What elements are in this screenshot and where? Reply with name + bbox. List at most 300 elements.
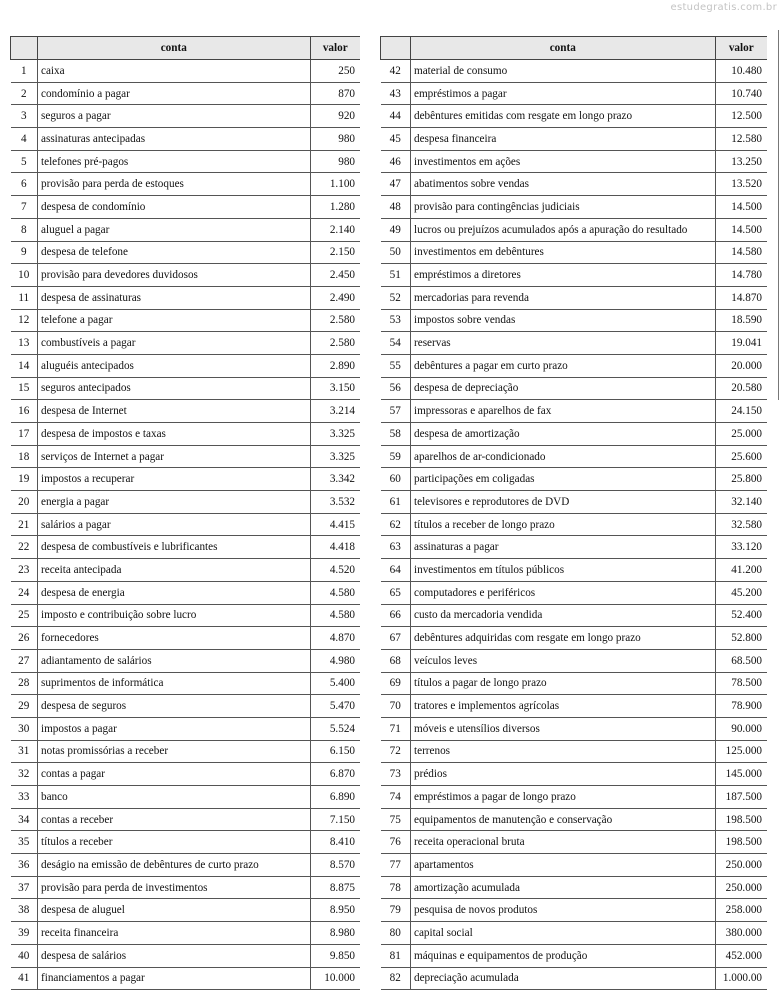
row-number: 13 <box>11 332 38 355</box>
row-account: seguros a pagar <box>38 105 311 128</box>
table-row <box>381 423 768 446</box>
row-account: apartamentos <box>411 854 716 877</box>
row-account: despesa de combustíveis e lubrificantes <box>38 536 311 559</box>
row-value: 125.000 <box>715 740 767 763</box>
row-number: 20 <box>11 491 38 514</box>
table-row <box>381 967 768 990</box>
row-account: impostos a pagar <box>38 717 311 740</box>
row-value: 78.500 <box>715 672 767 695</box>
row-value: 920 <box>310 105 360 128</box>
row-account: provisão para perda de investimentos <box>38 876 311 899</box>
row-account: seguros antecipados <box>38 377 311 400</box>
row-account: despesa de aluguel <box>38 899 311 922</box>
table-row <box>11 105 361 128</box>
row-account: mercadorias para revenda <box>411 286 716 309</box>
row-account: telefone a pagar <box>38 309 311 332</box>
row-value: 1.100 <box>310 173 360 196</box>
row-number: 6 <box>11 173 38 196</box>
row-number: 12 <box>11 309 38 332</box>
row-number: 27 <box>11 649 38 672</box>
row-number: 53 <box>381 309 411 332</box>
row-value: 25.800 <box>715 468 767 491</box>
row-number: 16 <box>11 400 38 423</box>
table-row <box>11 400 361 423</box>
row-number: 48 <box>381 196 411 219</box>
row-account: aparelhos de ar-condicionado <box>411 445 716 468</box>
row-number: 70 <box>381 695 411 718</box>
table-row <box>381 309 768 332</box>
row-account: assinaturas antecipadas <box>38 128 311 151</box>
table-row <box>381 218 768 241</box>
row-number: 11 <box>11 286 38 309</box>
row-value: 870 <box>310 82 360 105</box>
row-account: suprimentos de informática <box>38 672 311 695</box>
row-account: deságio na emissão de debêntures de curto prazo <box>38 854 311 877</box>
row-value: 198.500 <box>715 808 767 831</box>
row-value: 8.875 <box>310 876 360 899</box>
row-value: 52.400 <box>715 604 767 627</box>
row-value: 20.000 <box>715 354 767 377</box>
table-row <box>11 173 361 196</box>
header-conta: conta <box>411 37 716 60</box>
row-value: 4.415 <box>310 513 360 536</box>
table-row <box>11 513 361 536</box>
row-account: imposto e contribuição sobre lucro <box>38 604 311 627</box>
row-account: capital social <box>411 922 716 945</box>
table-row <box>381 400 768 423</box>
table-row <box>11 60 361 83</box>
table-row <box>381 627 768 650</box>
row-value: 24.150 <box>715 400 767 423</box>
row-value: 187.500 <box>715 786 767 809</box>
row-account: depreciação acumulada <box>411 967 716 990</box>
row-account: material de consumo <box>411 60 716 83</box>
row-value: 13.520 <box>715 173 767 196</box>
table-row <box>11 309 361 332</box>
table-row <box>381 468 768 491</box>
row-number: 65 <box>381 581 411 604</box>
row-number: 26 <box>11 627 38 650</box>
table-row <box>11 354 361 377</box>
row-account: computadores e periféricos <box>411 581 716 604</box>
row-account: notas promissórias a receber <box>38 740 311 763</box>
row-number: 29 <box>11 695 38 718</box>
table-header-row <box>11 37 361 60</box>
table-row <box>11 559 361 582</box>
row-number: 4 <box>11 128 38 151</box>
table-row <box>11 241 361 264</box>
table-row <box>381 854 768 877</box>
row-number: 40 <box>11 944 38 967</box>
row-account: provisão para devedores duvidosos <box>38 264 311 287</box>
table-row <box>381 944 768 967</box>
row-account: prédios <box>411 763 716 786</box>
row-value: 3.342 <box>310 468 360 491</box>
table-row <box>11 423 361 446</box>
row-value: 250.000 <box>715 876 767 899</box>
header-number <box>381 37 411 60</box>
row-number: 14 <box>11 354 38 377</box>
row-value: 4.418 <box>310 536 360 559</box>
row-account: despesa de salários <box>38 944 311 967</box>
table-row <box>381 717 768 740</box>
row-value: 41.200 <box>715 559 767 582</box>
table-row <box>381 491 768 514</box>
table-row <box>381 740 768 763</box>
row-number: 25 <box>11 604 38 627</box>
row-number: 36 <box>11 854 38 877</box>
header-valor: valor <box>310 37 360 60</box>
row-number: 61 <box>381 491 411 514</box>
row-value: 10.480 <box>715 60 767 83</box>
row-account: salários a pagar <box>38 513 311 536</box>
row-account: despesa de condomínio <box>38 196 311 219</box>
row-value: 20.580 <box>715 377 767 400</box>
row-account: adiantamento de salários <box>38 649 311 672</box>
row-value: 90.000 <box>715 717 767 740</box>
row-account: empréstimos a diretores <box>411 264 716 287</box>
row-number: 58 <box>381 423 411 446</box>
table-row <box>11 332 361 355</box>
row-account: telefones pré-pagos <box>38 150 311 173</box>
table-row <box>381 559 768 582</box>
row-number: 46 <box>381 150 411 173</box>
table-row <box>11 491 361 514</box>
row-number: 68 <box>381 649 411 672</box>
row-value: 2.150 <box>310 241 360 264</box>
row-account: banco <box>38 786 311 809</box>
table-row <box>11 286 361 309</box>
row-account: debêntures adquiridas com resgate em longo prazo <box>411 627 716 650</box>
row-number: 33 <box>11 786 38 809</box>
row-value: 2.450 <box>310 264 360 287</box>
row-account: custo da mercadoria vendida <box>411 604 716 627</box>
row-number: 69 <box>381 672 411 695</box>
table-row <box>381 196 768 219</box>
row-value: 14.500 <box>715 218 767 241</box>
table-row <box>381 150 768 173</box>
row-number: 81 <box>381 944 411 967</box>
row-account: financiamentos a pagar <box>38 967 311 990</box>
row-account: caixa <box>38 60 311 83</box>
table-row <box>381 82 768 105</box>
row-value: 8.980 <box>310 922 360 945</box>
row-value: 380.000 <box>715 922 767 945</box>
row-number: 59 <box>381 445 411 468</box>
row-account: abatimentos sobre vendas <box>411 173 716 196</box>
table-row <box>11 831 361 854</box>
row-number: 1 <box>11 60 38 83</box>
table-row <box>381 604 768 627</box>
row-account: tratores e implementos agrícolas <box>411 695 716 718</box>
row-number: 77 <box>381 854 411 877</box>
table-row <box>381 899 768 922</box>
row-number: 35 <box>11 831 38 854</box>
row-account: receita financeira <box>38 922 311 945</box>
row-number: 45 <box>381 128 411 151</box>
row-number: 22 <box>11 536 38 559</box>
row-value: 980 <box>310 150 360 173</box>
row-number: 5 <box>11 150 38 173</box>
row-number: 76 <box>381 831 411 854</box>
table-row <box>11 627 361 650</box>
row-number: 18 <box>11 445 38 468</box>
row-value: 14.500 <box>715 196 767 219</box>
header-number <box>11 37 38 60</box>
row-number: 64 <box>381 559 411 582</box>
table-row <box>11 967 361 990</box>
row-value: 10.000 <box>310 967 360 990</box>
row-value: 1.280 <box>310 196 360 219</box>
row-number: 57 <box>381 400 411 423</box>
row-number: 79 <box>381 899 411 922</box>
table-row <box>381 105 768 128</box>
row-number: 60 <box>381 468 411 491</box>
row-number: 30 <box>11 717 38 740</box>
row-account: serviços de Internet a pagar <box>38 445 311 468</box>
row-account: despesa de impostos e taxas <box>38 423 311 446</box>
accounts-table-right <box>380 36 767 990</box>
row-number: 3 <box>11 105 38 128</box>
row-account: títulos a receber <box>38 831 311 854</box>
table-row <box>11 377 361 400</box>
row-number: 78 <box>381 876 411 899</box>
row-number: 50 <box>381 241 411 264</box>
row-account: móveis e utensílios diversos <box>411 717 716 740</box>
row-value: 1.000.00 <box>715 967 767 990</box>
row-value: 8.410 <box>310 831 360 854</box>
row-value: 52.800 <box>715 627 767 650</box>
row-account: televisores e reprodutores de DVD <box>411 491 716 514</box>
table-row <box>381 695 768 718</box>
row-value: 3.325 <box>310 423 360 446</box>
row-account: despesa de telefone <box>38 241 311 264</box>
row-account: condomínio a pagar <box>38 82 311 105</box>
row-value: 78.900 <box>715 695 767 718</box>
header-conta: conta <box>38 37 311 60</box>
row-account: despesa de Internet <box>38 400 311 423</box>
row-value: 8.570 <box>310 854 360 877</box>
row-account: despesa de seguros <box>38 695 311 718</box>
table-row <box>11 740 361 763</box>
watermark: estudegratis.com.br <box>670 2 777 13</box>
row-number: 66 <box>381 604 411 627</box>
row-value: 33.120 <box>715 536 767 559</box>
row-value: 18.590 <box>715 309 767 332</box>
row-account: investimentos em debêntures <box>411 241 716 264</box>
table-row <box>11 82 361 105</box>
row-number: 39 <box>11 922 38 945</box>
row-account: energia a pagar <box>38 491 311 514</box>
table-row <box>11 944 361 967</box>
row-account: impressoras e aparelhos de fax <box>411 400 716 423</box>
row-value: 145.000 <box>715 763 767 786</box>
row-number: 82 <box>381 967 411 990</box>
row-number: 38 <box>11 899 38 922</box>
row-account: reservas <box>411 332 716 355</box>
row-account: contas a pagar <box>38 763 311 786</box>
row-value: 19.041 <box>715 332 767 355</box>
table-header-row <box>381 37 768 60</box>
row-number: 54 <box>381 332 411 355</box>
row-value: 5.524 <box>310 717 360 740</box>
row-value: 14.870 <box>715 286 767 309</box>
row-account: fornecedores <box>38 627 311 650</box>
row-account: despesa de depreciação <box>411 377 716 400</box>
table-row <box>11 876 361 899</box>
row-number: 23 <box>11 559 38 582</box>
row-value: 4.580 <box>310 604 360 627</box>
table-row <box>11 922 361 945</box>
row-value: 2.580 <box>310 309 360 332</box>
row-value: 14.580 <box>715 241 767 264</box>
row-value: 2.890 <box>310 354 360 377</box>
row-number: 47 <box>381 173 411 196</box>
row-account: contas a receber <box>38 808 311 831</box>
row-value: 4.870 <box>310 627 360 650</box>
page-edge-line <box>778 30 779 400</box>
table-row <box>381 173 768 196</box>
row-number: 42 <box>381 60 411 83</box>
row-number: 41 <box>11 967 38 990</box>
row-account: debêntures a pagar em curto prazo <box>411 354 716 377</box>
row-value: 2.490 <box>310 286 360 309</box>
row-number: 75 <box>381 808 411 831</box>
row-value: 980 <box>310 128 360 151</box>
row-account: empréstimos a pagar <box>411 82 716 105</box>
row-number: 7 <box>11 196 38 219</box>
row-account: despesa de assinaturas <box>38 286 311 309</box>
row-number: 28 <box>11 672 38 695</box>
row-value: 250.000 <box>715 854 767 877</box>
table-row <box>381 672 768 695</box>
row-account: lucros ou prejuízos acumulados após a apuração do resultado <box>411 218 716 241</box>
row-value: 14.780 <box>715 264 767 287</box>
row-number: 44 <box>381 105 411 128</box>
row-value: 3.325 <box>310 445 360 468</box>
table-row <box>381 581 768 604</box>
row-account: assinaturas a pagar <box>411 536 716 559</box>
row-value: 32.580 <box>715 513 767 536</box>
row-account: amortização acumulada <box>411 876 716 899</box>
row-number: 49 <box>381 218 411 241</box>
table-row <box>11 808 361 831</box>
row-account: terrenos <box>411 740 716 763</box>
table-row <box>11 604 361 627</box>
row-account: combustíveis a pagar <box>38 332 311 355</box>
row-account: equipamentos de manutenção e conservação <box>411 808 716 831</box>
row-number: 34 <box>11 808 38 831</box>
table-row <box>381 536 768 559</box>
table-row <box>11 536 361 559</box>
row-number: 56 <box>381 377 411 400</box>
table-row <box>381 445 768 468</box>
table-row <box>11 786 361 809</box>
row-value: 68.500 <box>715 649 767 672</box>
row-account: provisão para contingências judiciais <box>411 196 716 219</box>
table-row <box>11 695 361 718</box>
table-row <box>11 717 361 740</box>
table-row <box>11 763 361 786</box>
row-value: 3.150 <box>310 377 360 400</box>
row-number: 8 <box>11 218 38 241</box>
table-row <box>11 468 361 491</box>
row-account: aluguéis antecipados <box>38 354 311 377</box>
row-account: provisão para perda de estoques <box>38 173 311 196</box>
row-value: 5.470 <box>310 695 360 718</box>
row-number: 71 <box>381 717 411 740</box>
row-number: 80 <box>381 922 411 945</box>
table-row <box>381 264 768 287</box>
header-valor: valor <box>715 37 767 60</box>
table-row <box>11 672 361 695</box>
table-row <box>11 581 361 604</box>
row-account: títulos a pagar de longo prazo <box>411 672 716 695</box>
row-value: 3.532 <box>310 491 360 514</box>
row-number: 74 <box>381 786 411 809</box>
table-row <box>381 377 768 400</box>
row-value: 10.740 <box>715 82 767 105</box>
table-row <box>381 763 768 786</box>
table-row <box>11 854 361 877</box>
row-value: 13.250 <box>715 150 767 173</box>
row-account: investimentos em ações <box>411 150 716 173</box>
row-value: 2.140 <box>310 218 360 241</box>
table-row <box>381 128 768 151</box>
row-account: debêntures emitidas com resgate em longo prazo <box>411 105 716 128</box>
row-number: 10 <box>11 264 38 287</box>
row-value: 4.520 <box>310 559 360 582</box>
table-row <box>381 241 768 264</box>
row-value: 250 <box>310 60 360 83</box>
row-value: 32.140 <box>715 491 767 514</box>
row-number: 72 <box>381 740 411 763</box>
row-account: receita antecipada <box>38 559 311 582</box>
row-number: 73 <box>381 763 411 786</box>
row-value: 8.950 <box>310 899 360 922</box>
table-row <box>381 286 768 309</box>
row-account: participações em coligadas <box>411 468 716 491</box>
row-value: 9.850 <box>310 944 360 967</box>
row-account: pesquisa de novos produtos <box>411 899 716 922</box>
row-value: 452.000 <box>715 944 767 967</box>
row-account: empréstimos a pagar de longo prazo <box>411 786 716 809</box>
table-row <box>381 60 768 83</box>
table-row <box>381 808 768 831</box>
row-number: 9 <box>11 241 38 264</box>
row-number: 55 <box>381 354 411 377</box>
row-number: 32 <box>11 763 38 786</box>
row-value: 12.580 <box>715 128 767 151</box>
row-value: 3.214 <box>310 400 360 423</box>
row-number: 67 <box>381 627 411 650</box>
row-account: impostos a recuperar <box>38 468 311 491</box>
row-account: impostos sobre vendas <box>411 309 716 332</box>
table-row <box>381 354 768 377</box>
row-number: 24 <box>11 581 38 604</box>
table-row <box>11 196 361 219</box>
table-row <box>381 922 768 945</box>
row-value: 6.890 <box>310 786 360 809</box>
row-value: 2.580 <box>310 332 360 355</box>
row-number: 2 <box>11 82 38 105</box>
table-row <box>11 445 361 468</box>
row-value: 4.980 <box>310 649 360 672</box>
table-row <box>381 332 768 355</box>
row-account: despesa financeira <box>411 128 716 151</box>
row-number: 19 <box>11 468 38 491</box>
row-value: 258.000 <box>715 899 767 922</box>
